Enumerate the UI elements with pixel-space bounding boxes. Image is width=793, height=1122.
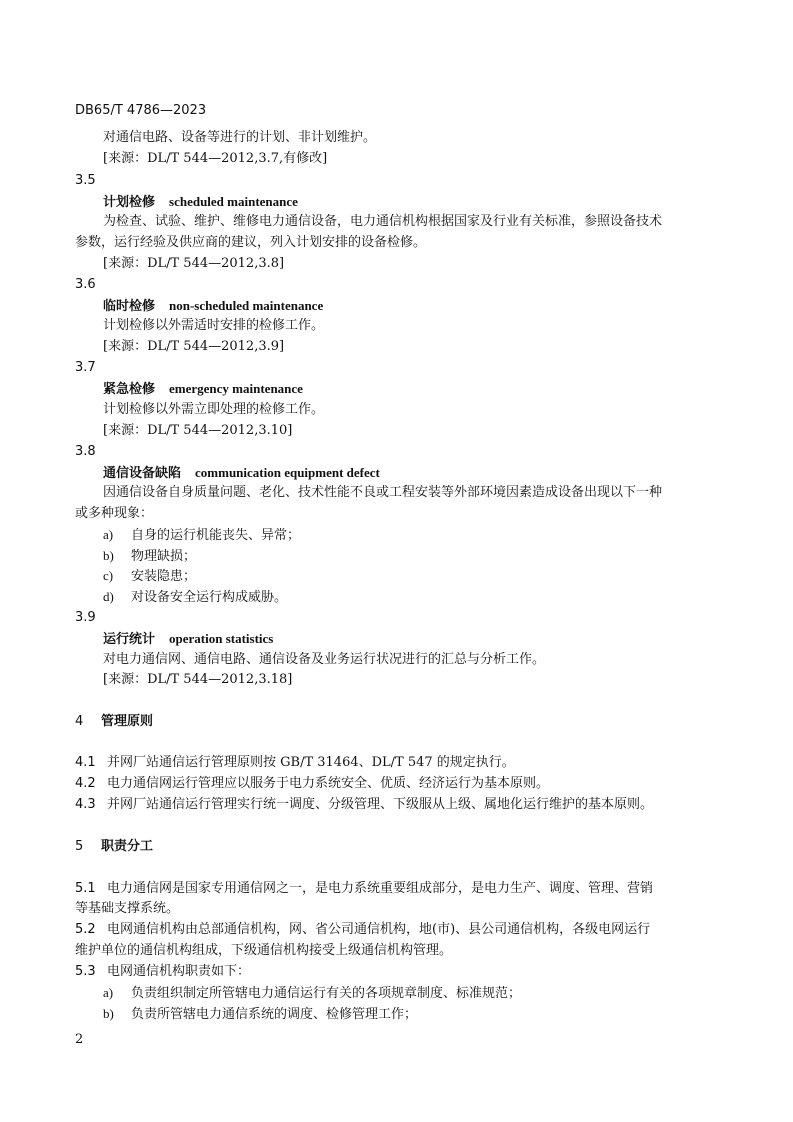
source-3-4: [来源：DL/T 544—2012,3.7,有修改] xyxy=(103,151,328,166)
clause-3-7-num: 3.7 xyxy=(75,360,96,375)
term-cn: 运行统计 xyxy=(103,632,156,647)
def-3-7: 计划检修以外需立即处理的检修工作。 xyxy=(103,402,325,417)
term-3-8 xyxy=(103,463,380,484)
def-3-8-line2: 或多种现象： xyxy=(75,506,154,521)
clause-number: 4.2 xyxy=(75,776,96,791)
term-3-9 xyxy=(103,629,273,650)
clause-3-6-num: 3.6 xyxy=(75,277,96,292)
clause-number: 5.1 xyxy=(75,881,96,896)
term-cn: 计划检修 xyxy=(103,195,156,210)
section-5-heading xyxy=(75,837,153,857)
clause-text: 电力通信网是国家专用通信网之一，是电力系统重要组成部分，是电力生产、调度、管理、营销 xyxy=(107,881,654,896)
list-text: 安装隐患； xyxy=(131,569,197,584)
doc-code: DB65/T 4786—2023 xyxy=(75,103,207,118)
section-title: 管理原则 xyxy=(101,714,154,729)
list-item xyxy=(103,546,196,567)
section-4-heading xyxy=(75,712,153,732)
clause-number: 5.3 xyxy=(75,964,96,979)
list-label: b) xyxy=(103,548,114,563)
list-label: b) xyxy=(103,1006,114,1021)
term-en: communication equipment defect xyxy=(195,465,380,480)
clause-3-5-num: 3.5 xyxy=(75,173,96,188)
list-item xyxy=(103,525,300,546)
term-en: emergency maintenance xyxy=(169,381,303,396)
def-3-6: 计划检修以外需适时安排的检修工作。 xyxy=(103,318,325,333)
term-cn: 紧急检修 xyxy=(103,382,156,397)
clause-text: 电网通信机构职责如下： xyxy=(107,964,251,979)
list-item xyxy=(103,983,521,1004)
clause-5-2-line1 xyxy=(75,920,650,940)
clause-number: 5.2 xyxy=(75,922,96,937)
clause-text: 并网厂站通信运行管理原则按 GB/T 31464、DL/T 547 的规定执行。 xyxy=(107,755,515,770)
section-number: 4 xyxy=(75,714,84,729)
list-label: c) xyxy=(103,568,114,583)
term-3-6 xyxy=(103,296,323,317)
term-en: scheduled maintenance xyxy=(169,194,298,209)
list-text: 负责组织制定所管辖电力通信运行有关的各项规章制度、标准规范； xyxy=(131,986,522,1001)
term-en: non-scheduled maintenance xyxy=(169,298,324,313)
clause-text: 并网厂站通信运行管理实行统一调度、分级管理、下级服从上级、属地化运行维护的基本原则。 xyxy=(107,797,654,812)
clause-3-8-num: 3.8 xyxy=(75,444,96,459)
list-text: 负责所管辖电力通信系统的调度、检修管理工作； xyxy=(131,1007,418,1022)
list-item xyxy=(103,587,287,608)
def-3-5-line1: 为检查、试验、维护、维修电力通信设备，电力通信机构根据国家及行业有关标准，参照设备技术 xyxy=(103,214,663,229)
term-cn: 临时检修 xyxy=(103,299,156,314)
list-label: d) xyxy=(103,589,114,604)
clause-5-1-line1 xyxy=(75,879,653,899)
term-3-7 xyxy=(103,379,303,400)
page-number: 2 xyxy=(75,1032,84,1047)
list-text: 对设备安全运行构成威胁。 xyxy=(131,590,288,605)
clause-5-3 xyxy=(75,962,250,982)
def-3-5-line2: 参数，运行经验及供应商的建议，列入计划安排的设备检修。 xyxy=(75,235,427,250)
clause-number: 4.3 xyxy=(75,797,96,812)
clause-4-3 xyxy=(75,795,653,815)
source-3-9: [来源：DL/T 544—2012,3.18] xyxy=(103,672,293,687)
list-label: a) xyxy=(103,985,114,1000)
section-title: 职责分工 xyxy=(101,839,154,854)
list-label: a) xyxy=(103,527,114,542)
source-3-6: [来源：DL/T 544—2012,3.9] xyxy=(103,339,285,354)
list-item xyxy=(103,566,196,587)
clause-5-2-line2: 维护单位的通信机构组成，下级通信机构接受上级通信机构管理。 xyxy=(75,943,453,958)
def-3-4: 对通信电路、设备等进行的计划、非计划维护。 xyxy=(103,130,377,145)
source-3-5: [来源：DL/T 544—2012,3.8] xyxy=(103,256,285,271)
clause-3-9-num: 3.9 xyxy=(75,610,96,625)
clause-text: 电力通信网运行管理应以服务于电力系统安全、优质、经济运行为基本原则。 xyxy=(107,776,550,791)
clause-text: 电网通信机构由总部通信机构，网、省公司通信机构，地(市)、县公司通信机构，各级电网运行 xyxy=(107,922,651,937)
def-3-9: 对电力通信网、通信电路、通信设备及业务运行状况进行的汇总与分析工作。 xyxy=(103,652,546,667)
clause-4-2 xyxy=(75,774,549,794)
clause-5-1-line2: 等基础支撑系统。 xyxy=(75,901,180,916)
list-text: 物理缺损； xyxy=(131,549,197,564)
def-3-8-line1: 因通信设备自身质量问题、老化、技术性能不良或工程安装等外部环境因素造成设备出现以下一种 xyxy=(103,485,663,500)
section-number: 5 xyxy=(75,839,84,854)
list-text: 自身的运行机能丧失、异常； xyxy=(131,528,301,543)
term-cn: 通信设备缺陷 xyxy=(103,466,182,481)
source-3-7: [来源：DL/T 544—2012,3.10] xyxy=(103,423,293,438)
term-3-5 xyxy=(103,192,298,213)
term-en: operation statistics xyxy=(169,631,274,646)
clause-number: 4.1 xyxy=(75,755,96,770)
clause-4-1 xyxy=(75,753,515,773)
list-item xyxy=(103,1004,417,1025)
